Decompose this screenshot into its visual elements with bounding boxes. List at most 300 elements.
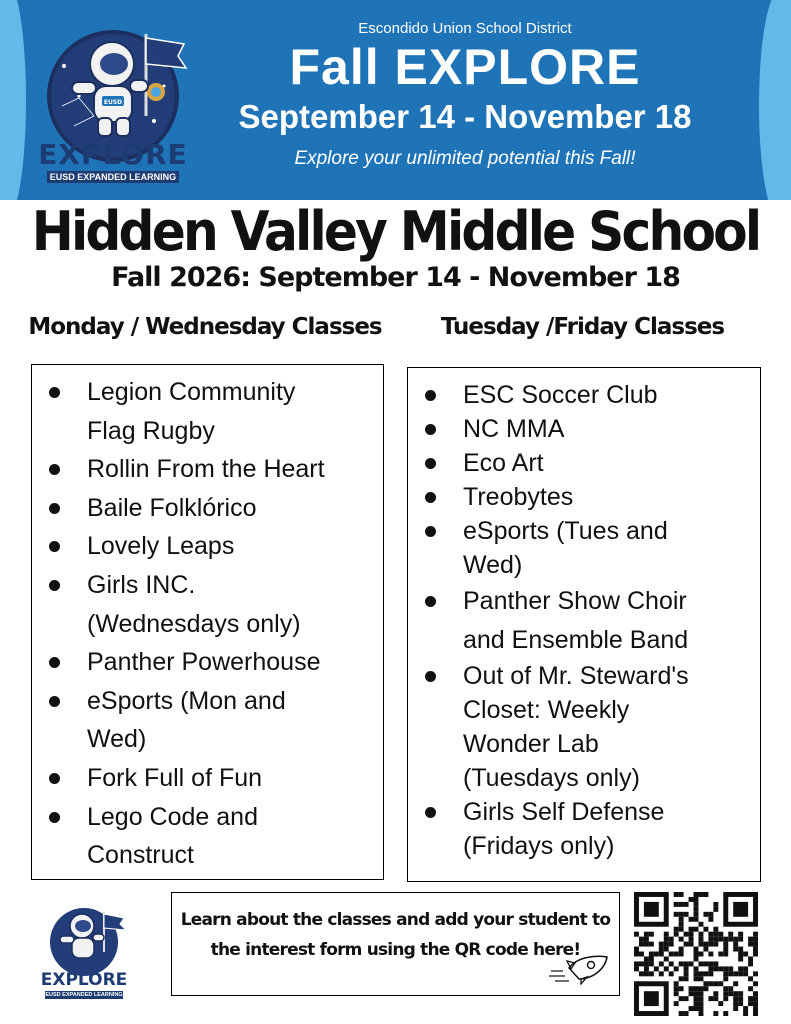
- class-item: [32, 643, 383, 682]
- qr-module: [733, 1006, 738, 1011]
- qr-module: [644, 902, 659, 917]
- logo-subtitle: EUSD EXPANDED LEARNING: [47, 171, 180, 183]
- qr-module: [634, 932, 639, 937]
- bullet-icon: [425, 526, 436, 537]
- banner-wave-right: [759, 0, 791, 200]
- qr-module: [679, 961, 684, 966]
- qr-module: [708, 912, 713, 917]
- class-item-line: eSports (Mon and: [87, 686, 286, 715]
- explore-logo-small: [38, 906, 130, 1000]
- qr-module: [689, 937, 694, 942]
- class-item: [408, 514, 760, 582]
- qr-module: [684, 996, 689, 1001]
- qr-module: [698, 986, 703, 991]
- qr-module: [718, 952, 723, 957]
- qr-module: [674, 966, 679, 971]
- qr-module: [703, 947, 708, 952]
- class-item: [32, 759, 383, 798]
- class-list: [32, 373, 383, 875]
- qr-module: [674, 932, 679, 937]
- qr-module: [694, 927, 699, 932]
- qr-module: [728, 971, 733, 976]
- qr-module: [694, 902, 699, 907]
- qr-module: [718, 937, 723, 942]
- qr-module: [748, 937, 753, 942]
- qr-module: [733, 902, 748, 917]
- qr-module: [694, 991, 699, 996]
- qr-module: [689, 942, 694, 947]
- qr-module: [659, 942, 664, 947]
- qr-module: [718, 1001, 723, 1006]
- class-item-line: Out of Mr. Steward's: [463, 662, 689, 691]
- school-name: Hidden Valley Middle School: [31, 200, 760, 263]
- qr-module: [664, 932, 669, 937]
- qr-module: [713, 937, 718, 942]
- qr-module: [718, 966, 723, 971]
- qr-module: [713, 902, 718, 907]
- qr-module: [753, 947, 758, 952]
- qr-module: [649, 971, 654, 976]
- qr-module: [698, 932, 703, 937]
- class-item-line: Legion Community: [87, 378, 296, 406]
- qr-module: [694, 952, 699, 957]
- qr-module: [694, 996, 699, 1001]
- qr-module: [733, 942, 738, 947]
- bullet-icon: [425, 390, 436, 401]
- qr-module: [713, 996, 718, 1001]
- monday-wednesday-heading: Monday / Wednesday Classes: [28, 314, 382, 340]
- qr-module: [679, 912, 684, 917]
- qr-module: [753, 1001, 758, 1006]
- term-dates: Fall 2026: September 14 - November 18: [111, 262, 680, 293]
- qr-module: [738, 932, 743, 937]
- tuesday-friday-list: [407, 367, 761, 882]
- qr-module: [679, 1011, 684, 1016]
- bullet-icon: [49, 387, 60, 398]
- class-item-line: Girls Self Defense: [463, 798, 665, 827]
- qr-module: [679, 937, 684, 942]
- class-item-line: eSports (Tues and: [463, 517, 668, 545]
- qr-module: [679, 976, 684, 981]
- class-item: [32, 450, 383, 489]
- qr-module: [708, 971, 713, 976]
- qr-module: [679, 986, 684, 991]
- qr-module: [679, 952, 684, 957]
- banner-title: Fall EXPLORE: [289, 39, 641, 95]
- qr-module: [674, 986, 679, 991]
- qr-module: [644, 937, 649, 942]
- qr-module: [708, 937, 713, 942]
- qr-callout-line-2: the interest form using the QR code here!: [210, 940, 581, 960]
- qr-module: [634, 952, 639, 957]
- qr-module: [694, 976, 699, 981]
- class-item: [408, 412, 760, 446]
- qr-module: [733, 1001, 738, 1006]
- qr-module: [664, 937, 669, 942]
- rocket-icon: [547, 951, 611, 985]
- banner-wave-left: [0, 0, 26, 200]
- logo-wordmark: EXPLORE: [40, 970, 128, 990]
- qr-module: [753, 1011, 758, 1016]
- class-item: [32, 798, 383, 875]
- qr-module: [703, 892, 708, 897]
- qr-module: [753, 937, 758, 942]
- qr-module: [679, 917, 684, 922]
- qr-callout-line-1: Learn about the classes and add your student to: [180, 910, 611, 930]
- qr-module: [703, 927, 708, 932]
- qr-module: [723, 966, 728, 971]
- bullet-icon: [49, 541, 60, 552]
- qr-module: [708, 961, 713, 966]
- qr-module: [703, 912, 708, 917]
- qr-module: [694, 897, 699, 902]
- qr-module: [713, 932, 718, 937]
- qr-module: [689, 1006, 694, 1011]
- qr-module: [664, 942, 669, 947]
- qr-module: [694, 971, 699, 976]
- qr-module: [698, 1001, 703, 1006]
- qr-module: [698, 942, 703, 947]
- qr-module: [689, 917, 694, 922]
- bullet-icon: [49, 657, 60, 668]
- qr-module: [674, 927, 679, 932]
- qr-module: [753, 942, 758, 947]
- class-item: [408, 582, 760, 659]
- qr-module: [679, 947, 684, 952]
- qr-module: [748, 976, 753, 981]
- qr-module: [698, 971, 703, 976]
- qr-module: [659, 952, 664, 957]
- banner-tagline: Explore your unlimited potential this Fall!: [294, 148, 636, 169]
- qr-module: [674, 902, 679, 907]
- district-name: Escondido Union School District: [358, 20, 572, 37]
- qr-module: [743, 966, 748, 971]
- qr-module: [644, 942, 649, 947]
- class-item: [32, 566, 383, 643]
- banner-dates: September 14 - November 18: [238, 98, 692, 135]
- qr-module: [679, 927, 684, 932]
- qr-module: [684, 932, 689, 937]
- bullet-icon: [425, 807, 436, 818]
- qr-module: [689, 927, 694, 932]
- bullet-icon: [49, 464, 60, 475]
- qr-module: [654, 952, 659, 957]
- qr-module: [694, 986, 699, 991]
- qr-module: [674, 991, 679, 996]
- qr-module: [753, 952, 758, 957]
- qr-module: [694, 917, 699, 922]
- qr-module: [708, 942, 713, 947]
- qr-module: [713, 966, 718, 971]
- qr-module: [639, 961, 644, 966]
- qr-module: [748, 961, 753, 966]
- qr-module: [694, 956, 699, 961]
- class-item: [408, 446, 760, 480]
- qr-module: [698, 996, 703, 1001]
- class-item-line: (Wednesdays only): [87, 609, 301, 638]
- qr-module: [728, 932, 733, 937]
- bullet-icon: [49, 773, 60, 784]
- bullet-icon: [425, 458, 436, 469]
- qr-module: [733, 937, 738, 942]
- qr-module: [669, 971, 674, 976]
- qr-module: [733, 947, 738, 952]
- qr-module: [748, 1001, 753, 1006]
- qr-module: [708, 981, 713, 986]
- qr-module: [684, 966, 689, 971]
- qr-module: [689, 991, 694, 996]
- qr-module: [738, 947, 743, 952]
- bullet-icon: [49, 696, 60, 707]
- qr-module: [723, 976, 728, 981]
- qr-module: [669, 952, 674, 957]
- qr-module: [748, 942, 753, 947]
- logo-subtitle: EUSD EXPANDED LEARNING: [45, 992, 123, 998]
- qr-module: [748, 996, 753, 1001]
- class-item-line: Flag Rugby: [87, 416, 215, 445]
- qr-module: [634, 966, 639, 971]
- qr-module: [723, 952, 728, 957]
- class-item-line: (Fridays only): [463, 832, 615, 861]
- qr-callout-box: [171, 892, 620, 996]
- class-item-line: Fork Full of Fun: [87, 763, 263, 792]
- qr-module: [694, 947, 699, 952]
- qr-module: [713, 1011, 718, 1016]
- qr-module: [723, 1011, 728, 1016]
- qr-module: [664, 966, 669, 971]
- qr-module: [698, 991, 703, 996]
- class-item-line: Girls INC.: [87, 570, 196, 599]
- qr-module: [698, 922, 703, 927]
- qr-module: [703, 981, 708, 986]
- qr-module: [708, 932, 713, 937]
- qr-module: [738, 996, 743, 1001]
- class-item-line: Wed): [463, 551, 523, 579]
- qr-module: [738, 1001, 743, 1006]
- logo-badge-text: EUSD: [103, 99, 123, 106]
- class-item: [32, 373, 383, 450]
- qr-module: [743, 1011, 748, 1016]
- qr-module: [753, 932, 758, 937]
- qr-module: [718, 932, 723, 937]
- qr-module: [713, 981, 718, 986]
- qr-module: [664, 947, 669, 952]
- qr-module: [684, 961, 689, 966]
- qr-module: [694, 907, 699, 912]
- qr-module: [723, 971, 728, 976]
- header-banner: [0, 0, 791, 200]
- qr-module: [753, 981, 758, 986]
- qr-module: [634, 947, 639, 952]
- qr-module: [708, 917, 713, 922]
- class-item-line: Panther Show Choir: [463, 587, 687, 615]
- qr-module: [679, 922, 684, 927]
- class-item: [32, 489, 383, 528]
- qr-module: [718, 981, 723, 986]
- qr-module: [639, 942, 644, 947]
- class-item-line: Wed): [87, 725, 147, 754]
- qr-module: [743, 971, 748, 976]
- qr-module: [738, 991, 743, 996]
- bullet-icon: [425, 596, 436, 607]
- qr-module: [728, 966, 733, 971]
- qr-module: [733, 981, 738, 986]
- qr-module: [728, 986, 733, 991]
- qr-module: [689, 986, 694, 991]
- monday-wednesday-list: [31, 364, 384, 880]
- qr-module: [698, 937, 703, 942]
- qr-module: [698, 952, 703, 957]
- qr-module: [644, 991, 659, 1006]
- class-item-line: (Tuesdays only): [463, 764, 640, 793]
- bullet-icon: [425, 424, 436, 435]
- bullet-icon: [49, 812, 60, 823]
- qr-module: [689, 961, 694, 966]
- qr-module: [679, 996, 684, 1001]
- qr-module: [723, 991, 728, 996]
- class-item-line: Panther Powerhouse: [87, 648, 321, 677]
- qr-module: [664, 956, 669, 961]
- qr-module: [728, 937, 733, 942]
- qr-module: [639, 971, 644, 976]
- class-item-line: Lovely Leaps: [87, 532, 235, 561]
- qr-module: [733, 996, 738, 1001]
- qr-module: [684, 902, 689, 907]
- bullet-icon: [49, 580, 60, 591]
- qr-module: [723, 947, 728, 952]
- qr-module: [674, 1001, 679, 1006]
- class-item-line: Wonder Lab: [463, 730, 599, 759]
- qr-module: [748, 956, 753, 961]
- class-item-line: and Ensemble Band: [463, 625, 689, 654]
- qr-module: [738, 937, 743, 942]
- qr-module: [644, 966, 649, 971]
- explore-logo: [34, 26, 192, 186]
- qr-module: [723, 942, 728, 947]
- qr-module: [649, 961, 654, 966]
- qr-module: [679, 902, 684, 907]
- class-item-line: Baile Folklórico: [87, 493, 257, 522]
- qr-module: [694, 966, 699, 971]
- qr-module: [698, 976, 703, 981]
- qr-module: [689, 932, 694, 937]
- class-item-line: ESC Soccer Club: [463, 381, 658, 409]
- qr-module: [669, 942, 674, 947]
- class-item: [408, 480, 760, 514]
- qr-module: [669, 961, 674, 966]
- class-item: [408, 659, 760, 795]
- class-item: [408, 378, 760, 412]
- qr-module: [644, 961, 649, 966]
- bullet-icon: [425, 492, 436, 503]
- tuesday-friday-heading: Tuesday /Friday Classes: [440, 314, 725, 340]
- qr-module: [674, 981, 679, 986]
- class-item: [32, 527, 383, 566]
- qr-module: [738, 956, 743, 961]
- class-item-line: Lego Code and: [87, 802, 258, 831]
- qr-module: [659, 961, 664, 966]
- qr-module: [684, 1011, 689, 1016]
- qr-module: [644, 971, 649, 976]
- class-item-line: NC MMA: [463, 415, 565, 443]
- qr-module: [639, 952, 644, 957]
- qr-module: [698, 961, 703, 966]
- class-item-line: Eco Art: [463, 449, 544, 477]
- qr-module: [684, 971, 689, 976]
- qr-module: [713, 991, 718, 996]
- qr-module: [644, 956, 649, 961]
- qr-module: [684, 912, 689, 917]
- qr-module: [684, 976, 689, 981]
- qr-module: [733, 991, 738, 996]
- qr-module: [654, 966, 659, 971]
- qr-module: [728, 991, 733, 996]
- qr-module: [703, 942, 708, 947]
- class-item: [32, 682, 383, 759]
- qr-module: [698, 1006, 703, 1011]
- qr-module: [708, 996, 713, 1001]
- qr-module: [743, 1006, 748, 1011]
- qr-module: [674, 912, 679, 917]
- qr-module: [674, 892, 679, 897]
- qr-module: [659, 971, 664, 976]
- qr-module: [738, 971, 743, 976]
- qr-module: [644, 932, 649, 937]
- qr-module: [753, 991, 758, 996]
- class-item-line: Rollin From the Heart: [87, 455, 325, 484]
- qr-module: [723, 986, 728, 991]
- qr-module: [708, 952, 713, 957]
- qr-module: [634, 961, 639, 966]
- class-list: [408, 378, 760, 863]
- qr-module: [679, 892, 684, 897]
- qr-module: [659, 947, 664, 952]
- qr-module: [649, 942, 654, 947]
- logo-wordmark: EXPLORE: [38, 138, 188, 171]
- qr-module: [684, 942, 689, 947]
- qr-module: [748, 986, 753, 991]
- qr-module: [698, 1011, 703, 1016]
- qr-module: [733, 971, 738, 976]
- bullet-icon: [49, 503, 60, 514]
- class-item-line: Closet: Weekly: [463, 696, 630, 725]
- qr-module: [703, 986, 708, 991]
- qr-module: [713, 927, 718, 932]
- qr-module: [694, 892, 699, 897]
- qr-module: [694, 1001, 699, 1006]
- qr-module: [669, 937, 674, 942]
- qr-module: [738, 952, 743, 957]
- qr-module: [753, 971, 758, 976]
- qr-code[interactable]: [634, 892, 758, 1016]
- qr-module: [753, 996, 758, 1001]
- qr-module: [713, 907, 718, 912]
- qr-module: [703, 971, 708, 976]
- qr-module: [689, 897, 694, 902]
- qr-module: [723, 937, 728, 942]
- qr-module: [694, 912, 699, 917]
- class-item: [408, 795, 760, 863]
- qr-module: [694, 1006, 699, 1011]
- qr-module: [639, 937, 644, 942]
- qr-module: [649, 932, 654, 937]
- qr-module: [698, 892, 703, 897]
- qr-module: [743, 952, 748, 957]
- qr-module: [674, 952, 679, 957]
- qr-module: [703, 961, 708, 966]
- qr-module: [713, 961, 718, 966]
- bullet-icon: [425, 671, 436, 682]
